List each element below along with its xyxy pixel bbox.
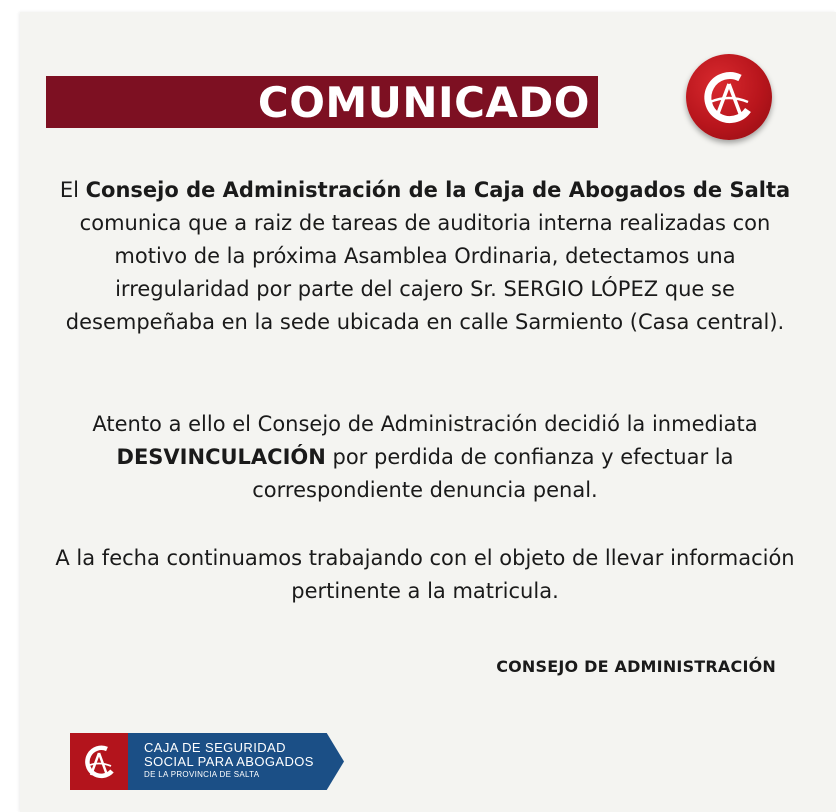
paragraph-decision <box>52 408 798 507</box>
paragraph-prefix: El <box>59 178 86 202</box>
footer-line-2: SOCIAL PARA ABOGADOS <box>144 754 314 769</box>
title-banner <box>46 76 598 128</box>
paragraph-prefix: Atento a ello el Consejo de Administración decidió la inmediata <box>92 412 758 436</box>
paragraph-announcement <box>52 174 798 339</box>
paragraph-body: A la fecha continuamos trabajando con el objeto de llevar información pertinente a la matricula. <box>55 546 795 603</box>
page-title: COMUNICADO <box>257 78 590 127</box>
footer-logo-mark-icon <box>70 733 128 790</box>
footer-line-3: DE LA PROVINCIA DE SALTA <box>144 770 260 779</box>
paragraph-closing <box>52 542 798 608</box>
footer-logo <box>70 733 344 790</box>
signature: CONSEJO DE ADMINISTRACIÓN <box>496 657 776 676</box>
council-name-bold: Consejo de Administración de la Caja de Abogados de Salta <box>85 178 791 202</box>
footer-line-1: CAJA DE SEGURIDAD <box>144 740 286 755</box>
dismissal-bold: DESVINCULACIÓN <box>116 445 326 469</box>
paragraph-body: comunica que a raiz de tareas de auditoria interna realizadas con motivo de la próxima Asamblea Ordinaria, detectamos una irregularidad por parte del cajero Sr. SERGIO LÓPEZ que se desempeñaba en la sede ubicada en calle Sarmiento (Casa central). <box>65 211 785 334</box>
paragraph-body: por perdida de confianza y efectuar la correspondiente denuncia penal. <box>252 445 734 502</box>
caja-logo-icon <box>686 54 772 140</box>
